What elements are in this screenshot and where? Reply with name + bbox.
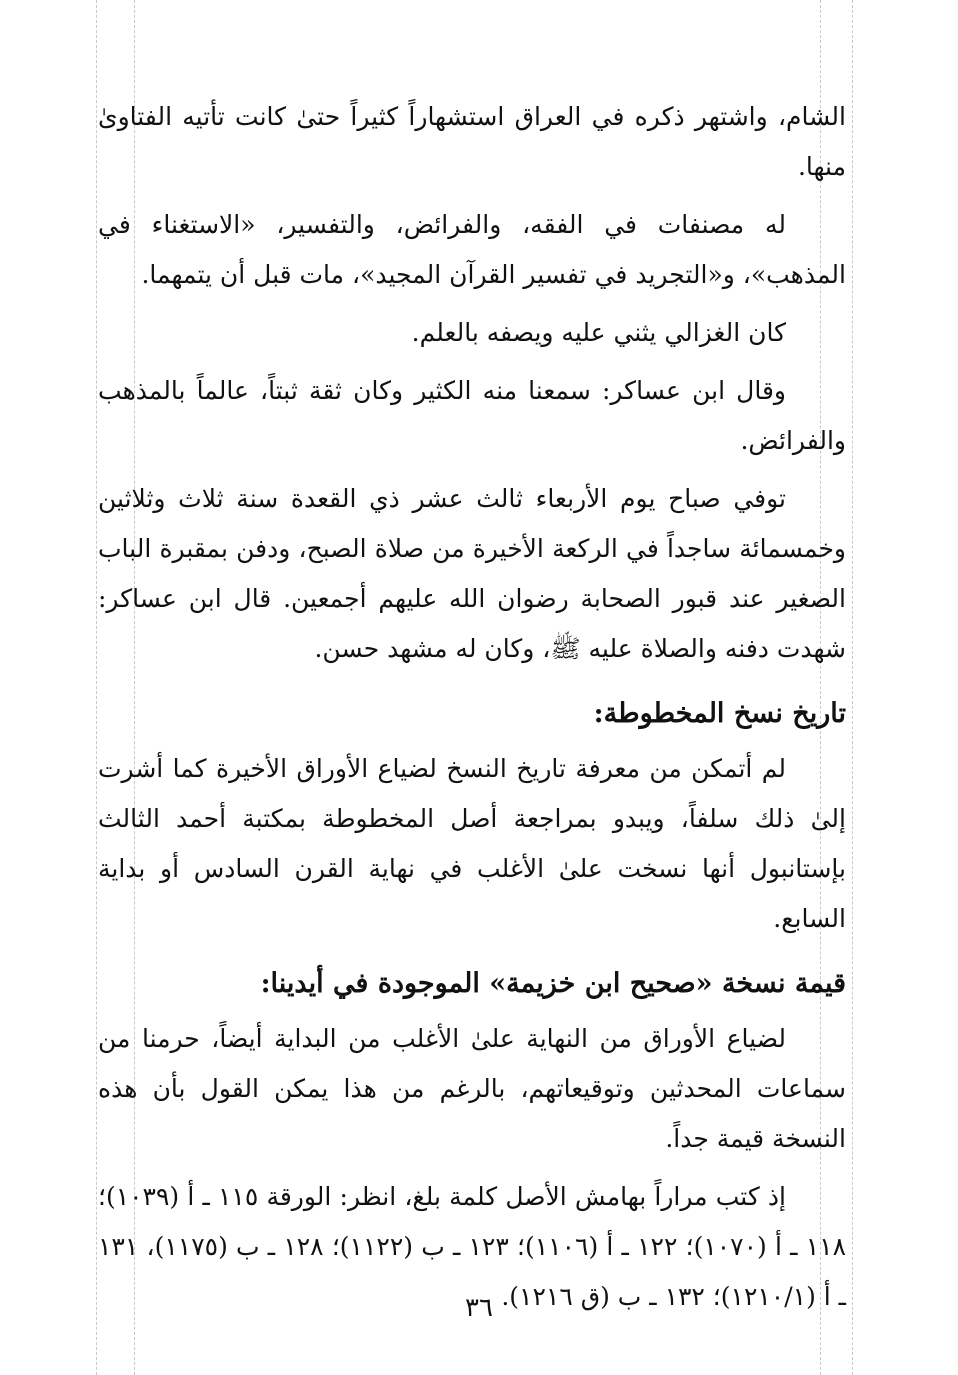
paragraph-ibn-asakir: وقال ابن عساكر: سمعنا منه الكثير وكان ثقة ثبتاً، عالماً بالمذهب والفرائض. — [98, 376, 846, 455]
paragraph-death: توفي صباح يوم الأربعاء ثالث عشر ذي القعدة سنة ثلاث وثلاثين وخمسمائة ساجداً في الركعة الأخيرة من صلاة الصبح، ودفن بمقبرة الباب الصغير عند قبور الصحابة رضوان الله عليهم أجمعين. قال ابن عساكر: شهدت دفنه والصلاة عليه ﷺ، وكان له مشهد حسن. — [98, 484, 846, 663]
paragraph-ghazali: كان الغزالي يثني عليه ويصفه بالعلم. — [411, 318, 786, 347]
scan-guide-line — [96, 0, 97, 1375]
page-number: ٣٦ — [465, 1293, 493, 1323]
section-heading-copy-date: تاريخ نسخ المخطوطة: — [593, 698, 846, 729]
paragraph-continuation: الشام، واشتهر ذكره في العراق استشهاراً كثيراً حتىٰ كانت تأتيه الفتاوىٰ منها. — [98, 102, 846, 181]
paragraph-copy-value: لضياع الأوراق من النهاية علىٰ الأغلب من البداية أيضاً، حرمنا من سماعات المحدثين وتوقيعاتهم، بالرغم من هذا يمكن القول بأن هذه النسخة قيمة جداً. — [98, 1024, 846, 1153]
scan-guide-line — [852, 0, 853, 1375]
section-heading-copy-value: قيمة نسخة «صحيح ابن خزيمة» الموجودة في أيدينا: — [260, 968, 846, 999]
paragraph-folio-references: إذ كتب مراراً بهامش الأصل كلمة بلغ، انظر: الورقة ١١٥ ـ أ (١٠٣٩)؛ ١١٨ ـ أ (١٠٧٠)؛ ١٢٢ ـ أ (١١٠٦)؛ ١٢٣ ـ ب (١١٢٢)؛ ١٢٨ ـ ب (١١٧٥)، ١٣١ ـ أ (١٢١٠/١)؛ ١٣٢ ـ ب (ق ١٢١٦). — [98, 1182, 847, 1311]
paragraph-works: له مصنفات في الفقه، والفرائض، والتفسير، «الاستغناء في المذهب»، و«التجريد في تفسير القرآن المجيد»، مات قبل أن يتمهما. — [98, 210, 846, 289]
page-body — [98, 92, 846, 1330]
paragraph-copy-date: لم أتمكن من معرفة تاريخ النسخ لضياع الأوراق الأخيرة كما أشرت إلىٰ ذلك سلفاً، ويبدو بمراجعة أصل المخطوطة بمكتبة أحمد الثالث بإستانبول أنها نسخت علىٰ الأغلب في نهاية القرن السادس أو بداية السابع. — [98, 754, 846, 933]
